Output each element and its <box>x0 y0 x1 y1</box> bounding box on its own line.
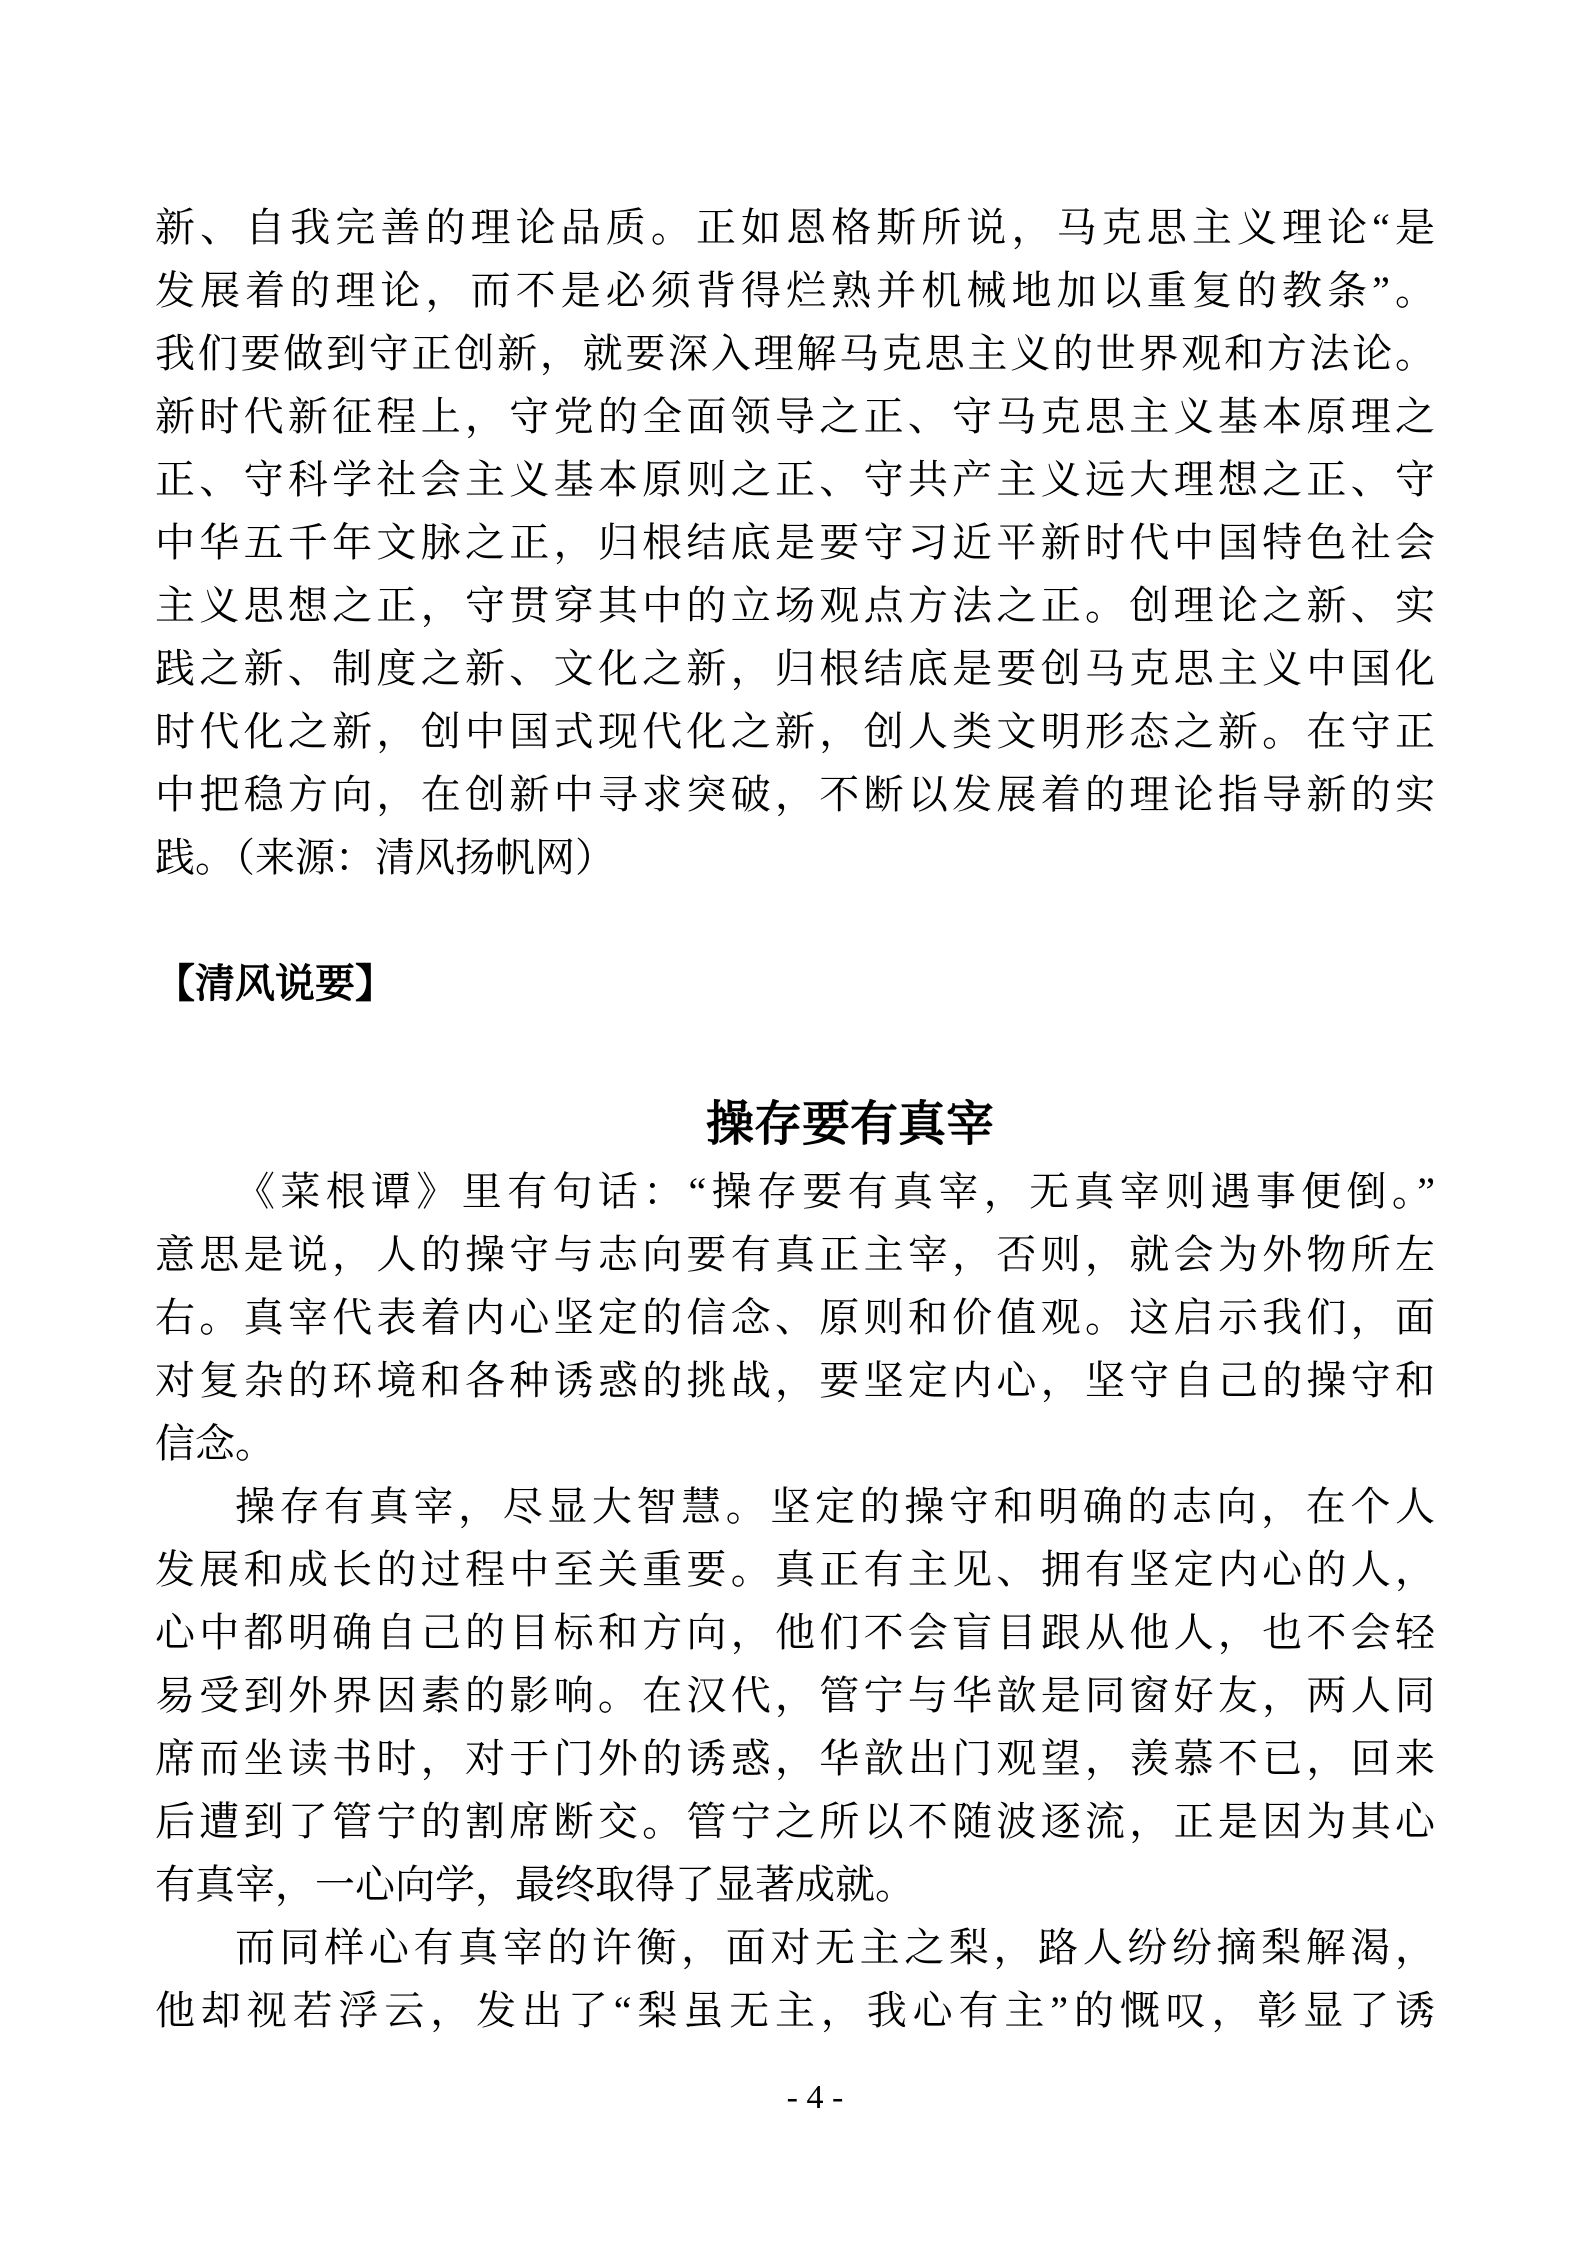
text-line: 践。（来源：清风扬帆网） <box>155 835 615 880</box>
text-line: 正、守科学社会主义基本原则之正、守共产主义远大理想之正、守 <box>155 457 1435 502</box>
article-title: 操存要有真宰 <box>705 1098 994 1151</box>
text-line: 心中都明确自己的目标和方向，他们不会盲目跟从他人，也不会轻 <box>155 1610 1435 1655</box>
text-line: 新、自我完善的理论品质。正如恩格斯所说，马克思主义理论“是 <box>155 205 1435 250</box>
paragraph-3 <box>155 1475 1435 1916</box>
text-line: 有真宰，一心向学，最终取得了显著成就。 <box>155 1862 915 1907</box>
text-line: 中华五千年文脉之正，归根结底是要守习近平新时代中国特色社会 <box>155 520 1435 565</box>
text-line: 右。真宰代表着内心坚定的信念、原则和价值观。这启示我们，面 <box>155 1295 1435 1340</box>
text-line: 时代化之新，创中国式现代化之新，创人类文明形态之新。在守正 <box>155 709 1435 754</box>
text-line: 信念。 <box>155 1421 275 1466</box>
text-line: 席而坐读书时，对于门外的诱惑，华歆出门观望，羡慕不已，回来 <box>155 1736 1435 1781</box>
paragraph-4 <box>155 1916 1435 2042</box>
text-line: 发展和成长的过程中至关重要。真正有主见、拥有坚定内心的人， <box>155 1547 1435 1592</box>
text-line: 发展着的理论，而不是必须背得烂熟并机械地加以重复的教条”。 <box>155 268 1435 313</box>
text-line: 意思是说，人的操守与志向要有真正主宰，否则，就会为外物所左 <box>155 1232 1435 1277</box>
text-line: 后遭到了管宁的割席断交。管宁之所以不随波逐流，正是因为其心 <box>155 1799 1435 1844</box>
text-line: 新时代新征程上，守党的全面领导之正、守马克思主义基本原理之 <box>155 394 1435 439</box>
page-number: - 4 - <box>786 2079 844 2116</box>
text-line: 我们要做到守正创新，就要深入理解马克思主义的世界观和方法论。 <box>155 331 1435 376</box>
text-line: 主义思想之正，守贯穿其中的立场观点方法之正。创理论之新、实 <box>155 583 1435 628</box>
paragraph-1 <box>155 196 1435 889</box>
paragraph-2 <box>155 1160 1435 1475</box>
section-header: 【清风说要】 <box>155 961 395 1006</box>
text-line: 《菜根谭》里有句话：“操存要有真宰，无真宰则遇事便倒。” <box>235 1169 1435 1214</box>
text-line: 而同样心有真宰的许衡，面对无主之梨，路人纷纷摘梨解渴， <box>235 1925 1435 1970</box>
text-line: 对复杂的环境和各种诱惑的挑战，要坚定内心，坚守自己的操守和 <box>155 1358 1435 1403</box>
text-line: 他却视若浮云，发出了“梨虽无主，我心有主”的慨叹，彰显了诱 <box>155 1988 1435 2033</box>
text-line: 践之新、制度之新、文化之新，归根结底是要创马克思主义中国化 <box>155 646 1435 691</box>
text-line: 中把稳方向，在创新中寻求突破，不断以发展着的理论指导新的实 <box>155 772 1435 817</box>
text-line: 操存有真宰，尽显大智慧。坚定的操守和明确的志向，在个人 <box>235 1484 1435 1529</box>
text-line: 易受到外界因素的影响。在汉代，管宁与华歆是同窗好友，两人同 <box>155 1673 1435 1718</box>
